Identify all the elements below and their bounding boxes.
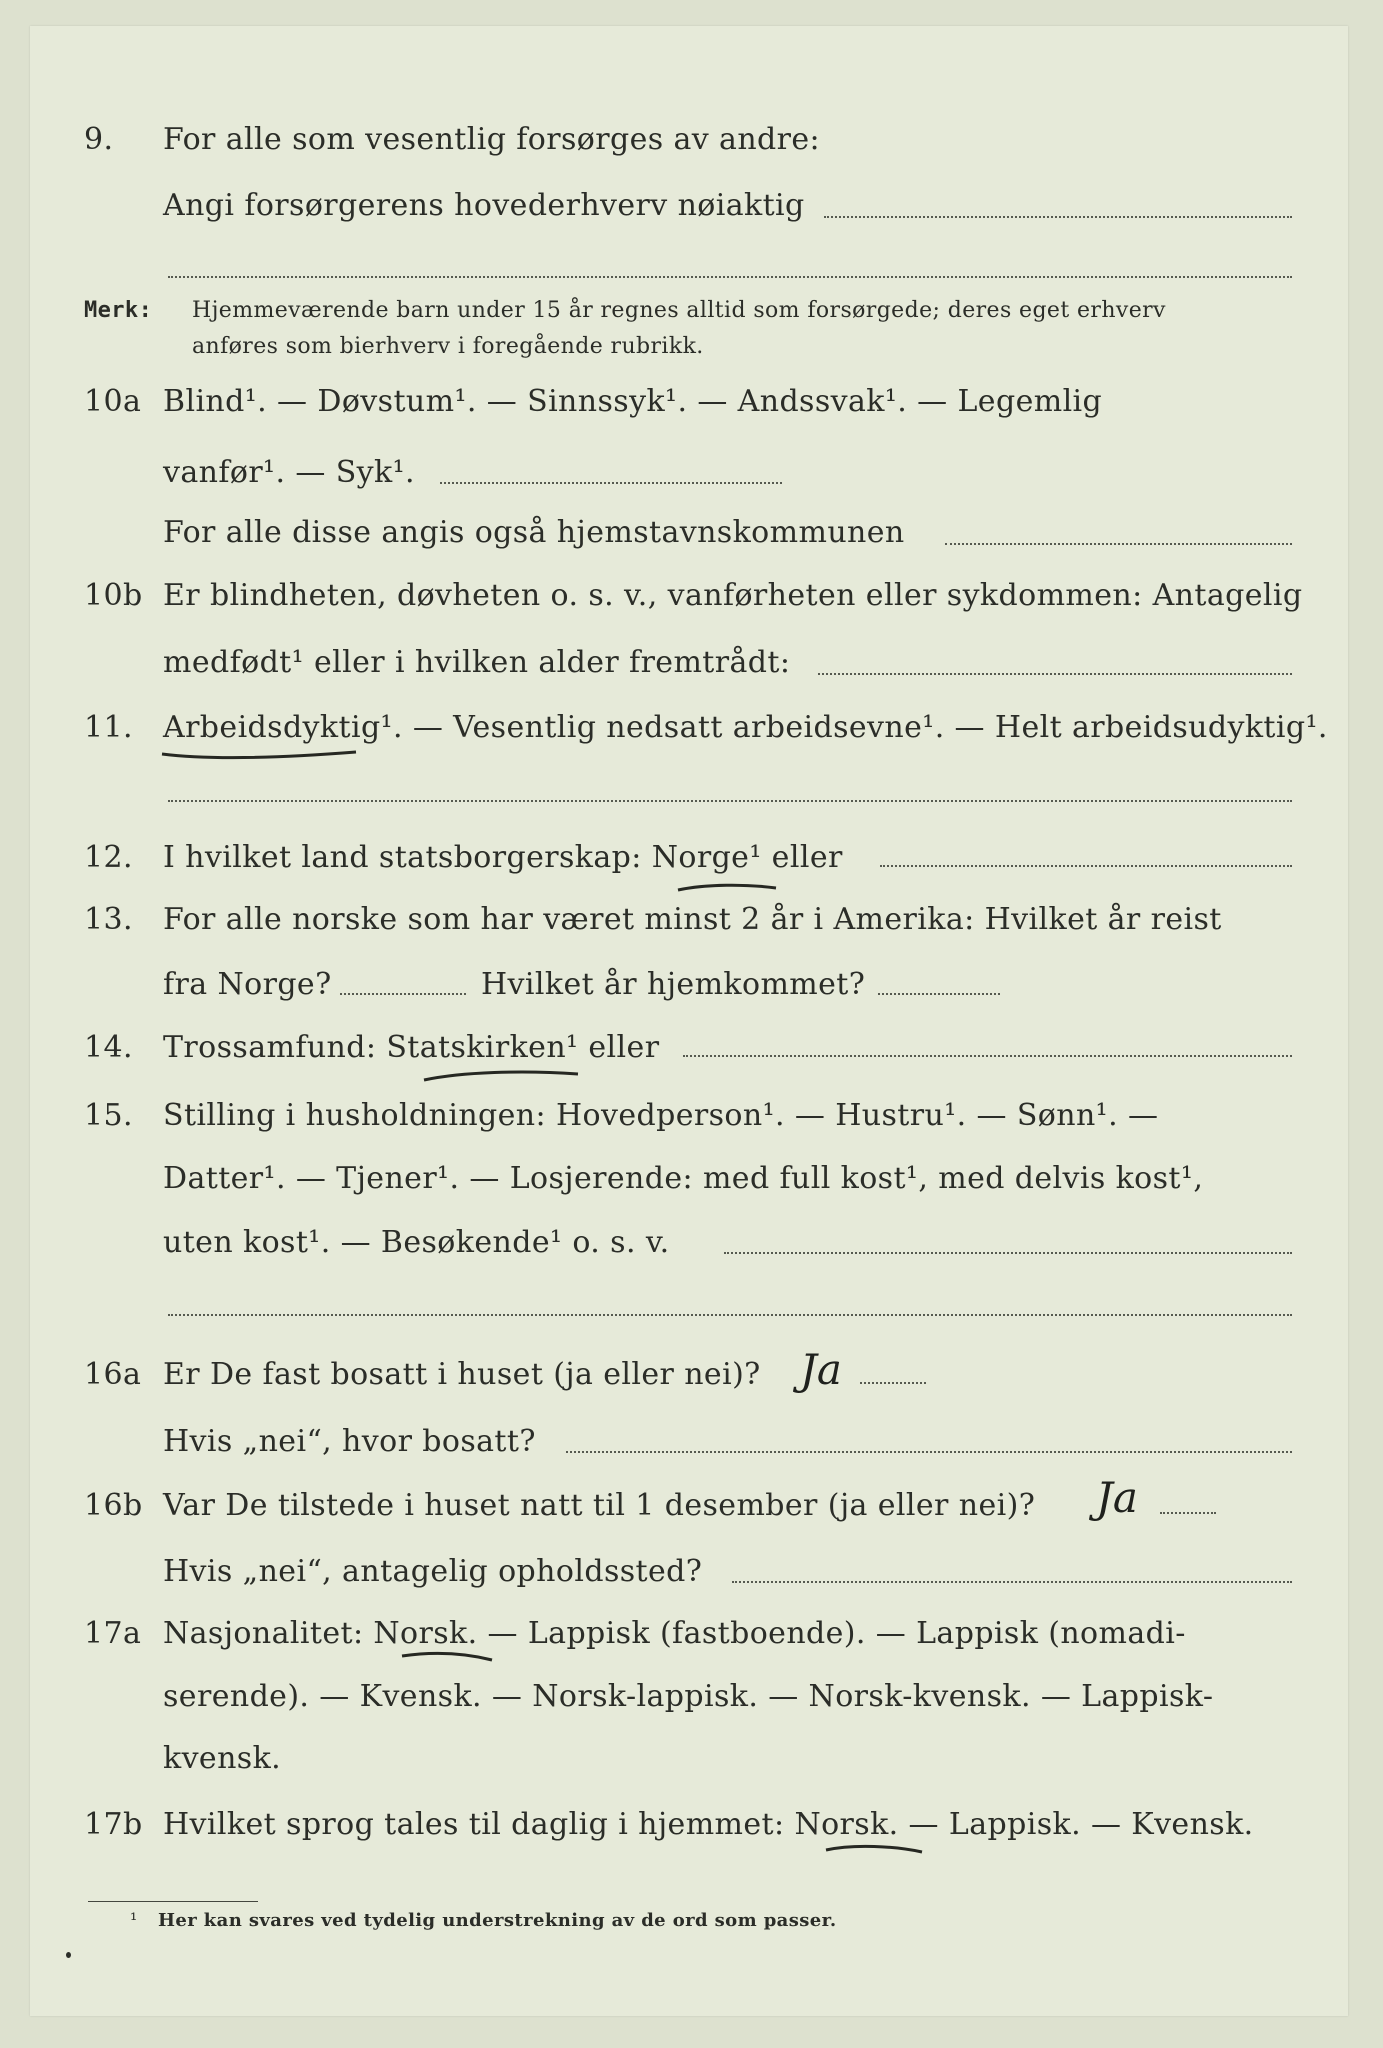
- ink-speck: [66, 1952, 71, 1958]
- q15-text-1: Stilling i husholdningen: Hovedperson¹. — Hustru¹. — Sønn¹. —: [163, 1098, 1159, 1133]
- q10b-answer-line[interactable]: [818, 673, 1292, 675]
- q16b-text-1: Var De tilstede i huset natt til 1 desember (ja eller nei)?: [163, 1488, 1036, 1523]
- q17a-text-1: Nasjonalitet: Norsk. — Lappisk (fastboende). — Lappisk (nomadi-: [163, 1616, 1186, 1651]
- q16b-answer-line[interactable]: [1160, 1512, 1216, 1514]
- q10b-text-2: medfødt¹ eller i hvilken alder fremtrådt:: [163, 645, 791, 680]
- footnote-rule: [88, 1901, 258, 1902]
- q14-handwritten-underline: [422, 1066, 582, 1088]
- q15-text-2: Datter¹. — Tjener¹. — Losjerende: med full kost¹, med delvis kost¹,: [163, 1161, 1204, 1196]
- q16a-answer-line[interactable]: [860, 1382, 926, 1384]
- q10a-text-2: vanfør¹. — Syk¹.: [163, 455, 415, 490]
- q11-text: Arbeidsdyktig¹. — Vesentlig nedsatt arbeidsevne¹. — Helt arbeidsudyktig¹.: [163, 710, 1328, 745]
- q12-handwritten-underline: [676, 880, 780, 896]
- q13-hjemkommet-answer-line[interactable]: [878, 993, 1000, 995]
- q17b-text: Hvilket sprog tales til daglig i hjemmet: Norsk. — Lappisk. — Kvensk.: [163, 1807, 1254, 1842]
- q13-text-1: For alle norske som har været minst 2 år i Amerika: Hvilket år reist: [163, 902, 1222, 937]
- q16b-opholdssted-answer-line[interactable]: [732, 1581, 1292, 1583]
- q11-answer-line[interactable]: [168, 800, 1292, 802]
- merk-text-2: anføres som bierhverv i foregående rubrikk.: [192, 334, 704, 359]
- q11-handwritten-underline: [160, 748, 360, 762]
- q17a-handwritten-underline: [400, 1650, 496, 1666]
- q10a-answer-line-1[interactable]: [440, 482, 782, 484]
- q9-answer-line-1[interactable]: [824, 216, 1292, 218]
- q9-answer-line-2[interactable]: [168, 276, 1292, 278]
- q11-number: 11.: [84, 710, 133, 745]
- q13-text-2a: fra Norge?: [163, 967, 332, 1002]
- q14-answer-line[interactable]: [683, 1055, 1292, 1057]
- q14-number: 14.: [84, 1030, 133, 1065]
- q15-number: 15.: [84, 1098, 133, 1133]
- q16a-handwritten-answer: Ja: [800, 1345, 842, 1394]
- q15-answer-line-2[interactable]: [168, 1314, 1292, 1316]
- q10a-number: 10a: [84, 384, 142, 419]
- q9-text-1: For alle som vesentlig forsørges av andre:: [163, 122, 821, 157]
- q10a-text-1: Blind¹. — Døvstum¹. — Sinnssyk¹. — Andssvak¹. — Legemlig: [163, 384, 1103, 419]
- q17a-text-3: kvensk.: [163, 1741, 282, 1776]
- q9-number: 9.: [84, 122, 114, 157]
- q10b-number: 10b: [84, 578, 143, 613]
- q12-answer-line[interactable]: [880, 865, 1292, 867]
- q16b-handwritten-answer: Ja: [1096, 1473, 1138, 1522]
- q17a-text-2: serende). — Kvensk. — Norsk-lappisk. — Norsk-kvensk. — Lappisk-: [163, 1679, 1214, 1714]
- q16a-number: 16a: [84, 1357, 142, 1392]
- q14-text: Trossamfund: Statskirken¹ eller: [163, 1030, 660, 1065]
- q15-text-3: uten kost¹. — Besøkende¹ o. s. v.: [163, 1225, 670, 1260]
- q16a-bosatt-answer-line[interactable]: [566, 1451, 1292, 1453]
- q12-text: I hvilket land statsborgerskap: Norge¹ eller: [163, 840, 843, 875]
- q17b-handwritten-underline: [824, 1842, 926, 1858]
- q15-answer-line-1[interactable]: [724, 1252, 1292, 1254]
- q13-number: 13.: [84, 902, 133, 937]
- q10b-text-1: Er blindheten, døvheten o. s. v., vanførheten eller sykdommen: Antagelig: [163, 578, 1303, 613]
- q13-text-2b: Hvilket år hjemkommet?: [481, 967, 866, 1002]
- footnote-mark: ¹: [130, 1910, 138, 1931]
- q9-text-2: Angi forsørgerens hovederhverv nøiaktig: [163, 188, 805, 223]
- q10a-answer-line-2[interactable]: [945, 543, 1292, 545]
- merk-text-1: Hjemmeværende barn under 15 år regnes alltid som forsørgede; deres eget erhverv: [192, 298, 1166, 323]
- merk-label: Merk:: [84, 298, 153, 323]
- q16a-text-1: Er De fast bosatt i huset (ja eller nei)?: [163, 1357, 761, 1392]
- q16b-text-2: Hvis „nei“, antagelig opholdssted?: [163, 1554, 703, 1589]
- q12-number: 12.: [84, 840, 133, 875]
- q17a-number: 17a: [84, 1616, 142, 1651]
- q10a-text-3: For alle disse angis også hjemstavnskommunen: [163, 515, 905, 550]
- q13-reist-answer-line[interactable]: [340, 993, 466, 995]
- q17b-number: 17b: [84, 1807, 143, 1842]
- q16a-text-2: Hvis „nei“, hvor bosatt?: [163, 1424, 536, 1459]
- footnote-text: Her kan svares ved tydelig understrekning av de ord som passer.: [158, 1910, 837, 1931]
- q16b-number: 16b: [84, 1488, 143, 1523]
